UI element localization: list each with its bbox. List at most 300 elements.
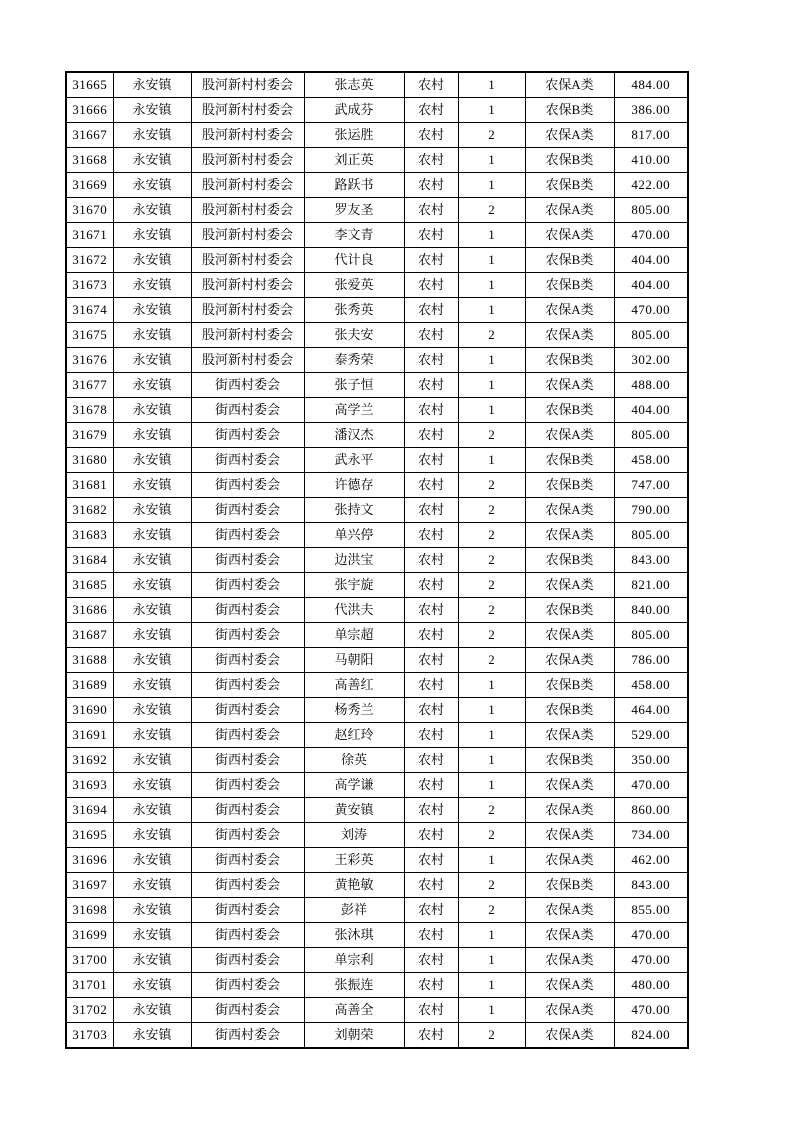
cell-amount: 404.00	[614, 248, 688, 273]
cell-person-name: 张秀英	[304, 298, 404, 323]
cell-person-count: 1	[458, 98, 525, 123]
cell-residence-type: 农村	[404, 423, 458, 448]
cell-person-count: 2	[458, 623, 525, 648]
cell-insurance-category: 农保A类	[525, 898, 614, 923]
cell-person-count: 1	[458, 298, 525, 323]
cell-amount: 470.00	[614, 948, 688, 973]
cell-person-count: 1	[458, 348, 525, 373]
cell-insurance-category: 农保B类	[525, 698, 614, 723]
cell-serial-number: 31678	[66, 398, 113, 423]
cell-town: 永安镇	[113, 423, 191, 448]
cell-person-name: 单宗利	[304, 948, 404, 973]
cell-village-committee: 街西村委会	[191, 523, 304, 548]
cell-person-name: 罗友圣	[304, 198, 404, 223]
cell-village-committee: 街西村委会	[191, 448, 304, 473]
cell-insurance-category: 农保B类	[525, 448, 614, 473]
cell-town: 永安镇	[113, 973, 191, 998]
cell-residence-type: 农村	[404, 123, 458, 148]
cell-person-count: 1	[458, 448, 525, 473]
cell-serial-number: 31684	[66, 548, 113, 573]
cell-village-committee: 街西村委会	[191, 873, 304, 898]
table-row	[66, 823, 688, 848]
cell-serial-number: 31694	[66, 798, 113, 823]
cell-serial-number: 31687	[66, 623, 113, 648]
table-row	[66, 72, 688, 98]
table-row	[66, 98, 688, 123]
cell-residence-type: 农村	[404, 698, 458, 723]
cell-person-count: 1	[458, 173, 525, 198]
cell-village-committee: 街西村委会	[191, 798, 304, 823]
cell-town: 永安镇	[113, 198, 191, 223]
table-row	[66, 498, 688, 523]
cell-person-name: 高善红	[304, 673, 404, 698]
cell-person-count: 2	[458, 898, 525, 923]
cell-insurance-category: 农保A类	[525, 948, 614, 973]
cell-amount: 350.00	[614, 748, 688, 773]
cell-person-count: 2	[458, 523, 525, 548]
cell-insurance-category: 农保B类	[525, 98, 614, 123]
cell-amount: 817.00	[614, 123, 688, 148]
cell-town: 永安镇	[113, 448, 191, 473]
cell-serial-number: 31698	[66, 898, 113, 923]
cell-serial-number: 31691	[66, 723, 113, 748]
table-row	[66, 773, 688, 798]
cell-town: 永安镇	[113, 298, 191, 323]
cell-serial-number: 31692	[66, 748, 113, 773]
cell-serial-number: 31668	[66, 148, 113, 173]
cell-insurance-category: 农保A类	[525, 998, 614, 1023]
cell-insurance-category: 农保A类	[525, 72, 614, 98]
cell-residence-type: 农村	[404, 898, 458, 923]
cell-amount: 790.00	[614, 498, 688, 523]
cell-insurance-category: 农保A类	[525, 123, 614, 148]
cell-insurance-category: 农保A类	[525, 848, 614, 873]
cell-person-count: 1	[458, 848, 525, 873]
cell-serial-number: 31682	[66, 498, 113, 523]
cell-person-name: 张运胜	[304, 123, 404, 148]
cell-insurance-category: 农保A类	[525, 798, 614, 823]
cell-insurance-category: 农保A类	[525, 323, 614, 348]
cell-insurance-category: 农保A类	[525, 573, 614, 598]
cell-person-name: 彭祥	[304, 898, 404, 923]
cell-town: 永安镇	[113, 673, 191, 698]
cell-residence-type: 农村	[404, 448, 458, 473]
cell-amount: 484.00	[614, 72, 688, 98]
cell-village-committee: 街西村委会	[191, 498, 304, 523]
cell-residence-type: 农村	[404, 623, 458, 648]
cell-serial-number: 31689	[66, 673, 113, 698]
cell-residence-type: 农村	[404, 548, 458, 573]
cell-person-name: 许德存	[304, 473, 404, 498]
cell-village-committee: 街西村委会	[191, 673, 304, 698]
cell-residence-type: 农村	[404, 72, 458, 98]
table-row	[66, 373, 688, 398]
cell-serial-number: 31674	[66, 298, 113, 323]
cell-insurance-category: 农保B类	[525, 248, 614, 273]
cell-serial-number: 31683	[66, 523, 113, 548]
cell-person-count: 1	[458, 748, 525, 773]
cell-person-count: 1	[458, 998, 525, 1023]
cell-person-name: 马朝阳	[304, 648, 404, 673]
cell-person-name: 徐英	[304, 748, 404, 773]
table-row	[66, 523, 688, 548]
cell-insurance-category: 农保B类	[525, 748, 614, 773]
cell-person-name: 高学兰	[304, 398, 404, 423]
cell-person-count: 2	[458, 198, 525, 223]
cell-person-name: 张沐琪	[304, 923, 404, 948]
cell-residence-type: 农村	[404, 573, 458, 598]
cell-person-name: 潘汉杰	[304, 423, 404, 448]
cell-serial-number: 31693	[66, 773, 113, 798]
cell-person-count: 2	[458, 573, 525, 598]
cell-person-name: 刘朝荣	[304, 1023, 404, 1049]
cell-serial-number: 31680	[66, 448, 113, 473]
cell-amount: 805.00	[614, 323, 688, 348]
cell-serial-number: 31673	[66, 273, 113, 298]
table-row	[66, 198, 688, 223]
cell-person-count: 1	[458, 948, 525, 973]
cell-residence-type: 农村	[404, 798, 458, 823]
cell-town: 永安镇	[113, 798, 191, 823]
cell-person-name: 李文青	[304, 223, 404, 248]
table-row	[66, 848, 688, 873]
cell-person-count: 2	[458, 1023, 525, 1049]
cell-insurance-category: 农保A类	[525, 523, 614, 548]
cell-amount: 470.00	[614, 223, 688, 248]
cell-residence-type: 农村	[404, 523, 458, 548]
cell-town: 永安镇	[113, 98, 191, 123]
cell-residence-type: 农村	[404, 173, 458, 198]
cell-person-name: 张子恒	[304, 373, 404, 398]
cell-residence-type: 农村	[404, 723, 458, 748]
cell-town: 永安镇	[113, 598, 191, 623]
cell-amount: 786.00	[614, 648, 688, 673]
table-row	[66, 923, 688, 948]
table-row	[66, 973, 688, 998]
cell-serial-number: 31703	[66, 1023, 113, 1049]
cell-residence-type: 农村	[404, 923, 458, 948]
cell-town: 永安镇	[113, 348, 191, 373]
cell-person-count: 2	[458, 823, 525, 848]
cell-person-name: 单宗超	[304, 623, 404, 648]
cell-serial-number: 31671	[66, 223, 113, 248]
cell-residence-type: 农村	[404, 673, 458, 698]
cell-person-count: 2	[458, 648, 525, 673]
cell-insurance-category: 农保A类	[525, 1023, 614, 1049]
cell-person-count: 1	[458, 398, 525, 423]
cell-person-name: 张宇旋	[304, 573, 404, 598]
cell-insurance-category: 农保B类	[525, 873, 614, 898]
cell-amount: 458.00	[614, 448, 688, 473]
cell-person-name: 刘涛	[304, 823, 404, 848]
cell-village-committee: 股河新村村委会	[191, 123, 304, 148]
cell-person-name: 边洪宝	[304, 548, 404, 573]
cell-insurance-category: 农保B类	[525, 173, 614, 198]
cell-village-committee: 股河新村村委会	[191, 323, 304, 348]
cell-person-name: 黄艳敏	[304, 873, 404, 898]
cell-insurance-category: 农保A类	[525, 498, 614, 523]
cell-village-committee: 股河新村村委会	[191, 173, 304, 198]
cell-serial-number: 31702	[66, 998, 113, 1023]
cell-village-committee: 街西村委会	[191, 573, 304, 598]
cell-town: 永安镇	[113, 698, 191, 723]
table-row	[66, 448, 688, 473]
cell-town: 永安镇	[113, 573, 191, 598]
cell-amount: 805.00	[614, 623, 688, 648]
cell-town: 永安镇	[113, 873, 191, 898]
table-row	[66, 423, 688, 448]
cell-person-count: 2	[458, 473, 525, 498]
cell-amount: 480.00	[614, 973, 688, 998]
cell-person-name: 代计良	[304, 248, 404, 273]
table-row	[66, 798, 688, 823]
cell-amount: 404.00	[614, 273, 688, 298]
cell-residence-type: 农村	[404, 648, 458, 673]
table-row	[66, 748, 688, 773]
cell-insurance-category: 农保B类	[525, 348, 614, 373]
cell-person-name: 王彩英	[304, 848, 404, 873]
cell-person-count: 1	[458, 698, 525, 723]
cell-amount: 464.00	[614, 698, 688, 723]
cell-residence-type: 农村	[404, 273, 458, 298]
cell-serial-number: 31665	[66, 72, 113, 98]
table-row	[66, 998, 688, 1023]
cell-insurance-category: 农保B类	[525, 598, 614, 623]
cell-residence-type: 农村	[404, 348, 458, 373]
cell-amount: 422.00	[614, 173, 688, 198]
cell-town: 永安镇	[113, 898, 191, 923]
cell-person-name: 张振连	[304, 973, 404, 998]
cell-person-count: 2	[458, 323, 525, 348]
cell-person-count: 2	[458, 548, 525, 573]
cell-insurance-category: 农保A类	[525, 648, 614, 673]
cell-serial-number: 31670	[66, 198, 113, 223]
cell-serial-number: 31672	[66, 248, 113, 273]
cell-residence-type: 农村	[404, 223, 458, 248]
cell-person-count: 1	[458, 248, 525, 273]
cell-town: 永安镇	[113, 473, 191, 498]
cell-person-count: 2	[458, 798, 525, 823]
cell-town: 永安镇	[113, 223, 191, 248]
cell-person-count: 1	[458, 373, 525, 398]
table-row	[66, 723, 688, 748]
cell-person-name: 武成芬	[304, 98, 404, 123]
cell-person-count: 1	[458, 773, 525, 798]
table-row	[66, 948, 688, 973]
cell-town: 永安镇	[113, 373, 191, 398]
table-row	[66, 148, 688, 173]
cell-village-committee: 街西村委会	[191, 998, 304, 1023]
cell-serial-number: 31669	[66, 173, 113, 198]
cell-serial-number: 31679	[66, 423, 113, 448]
cell-village-committee: 街西村委会	[191, 823, 304, 848]
cell-town: 永安镇	[113, 748, 191, 773]
cell-insurance-category: 农保A类	[525, 773, 614, 798]
cell-person-name: 单兴停	[304, 523, 404, 548]
table-row	[66, 173, 688, 198]
cell-amount: 860.00	[614, 798, 688, 823]
cell-serial-number: 31675	[66, 323, 113, 348]
table-row	[66, 873, 688, 898]
cell-residence-type: 农村	[404, 598, 458, 623]
cell-person-name: 代洪夫	[304, 598, 404, 623]
cell-village-committee: 街西村委会	[191, 773, 304, 798]
cell-residence-type: 农村	[404, 748, 458, 773]
cell-residence-type: 农村	[404, 323, 458, 348]
cell-amount: 470.00	[614, 773, 688, 798]
cell-person-name: 杨秀兰	[304, 698, 404, 723]
cell-town: 永安镇	[113, 948, 191, 973]
cell-amount: 821.00	[614, 573, 688, 598]
cell-residence-type: 农村	[404, 773, 458, 798]
cell-residence-type: 农村	[404, 298, 458, 323]
cell-insurance-category: 农保A类	[525, 723, 614, 748]
cell-village-committee: 街西村委会	[191, 648, 304, 673]
cell-town: 永安镇	[113, 823, 191, 848]
cell-town: 永安镇	[113, 773, 191, 798]
cell-insurance-category: 农保B类	[525, 273, 614, 298]
cell-person-name: 张持文	[304, 498, 404, 523]
cell-amount: 843.00	[614, 873, 688, 898]
cell-town: 永安镇	[113, 523, 191, 548]
cell-village-committee: 街西村委会	[191, 848, 304, 873]
table-row	[66, 298, 688, 323]
cell-amount: 470.00	[614, 923, 688, 948]
table-row	[66, 598, 688, 623]
cell-village-committee: 股河新村村委会	[191, 198, 304, 223]
cell-insurance-category: 农保A类	[525, 198, 614, 223]
cell-town: 永安镇	[113, 498, 191, 523]
cell-village-committee: 股河新村村委会	[191, 298, 304, 323]
table-row	[66, 573, 688, 598]
cell-residence-type: 农村	[404, 973, 458, 998]
cell-residence-type: 农村	[404, 998, 458, 1023]
table-row	[66, 273, 688, 298]
cell-person-count: 1	[458, 148, 525, 173]
cell-town: 永安镇	[113, 248, 191, 273]
cell-town: 永安镇	[113, 72, 191, 98]
cell-town: 永安镇	[113, 273, 191, 298]
cell-village-committee: 街西村委会	[191, 373, 304, 398]
cell-serial-number: 31696	[66, 848, 113, 873]
cell-town: 永安镇	[113, 323, 191, 348]
cell-town: 永安镇	[113, 123, 191, 148]
cell-person-name: 赵红玲	[304, 723, 404, 748]
cell-amount: 805.00	[614, 198, 688, 223]
cell-amount: 470.00	[614, 298, 688, 323]
cell-person-name: 张夫安	[304, 323, 404, 348]
cell-village-committee: 街西村委会	[191, 1023, 304, 1049]
cell-person-name: 高学谦	[304, 773, 404, 798]
cell-serial-number: 31666	[66, 98, 113, 123]
cell-person-name: 张志英	[304, 72, 404, 98]
cell-insurance-category: 农保A类	[525, 923, 614, 948]
cell-insurance-category: 农保A类	[525, 298, 614, 323]
cell-town: 永安镇	[113, 173, 191, 198]
table-row	[66, 548, 688, 573]
cell-person-name: 黄安镇	[304, 798, 404, 823]
cell-serial-number: 31701	[66, 973, 113, 998]
cell-amount: 462.00	[614, 848, 688, 873]
cell-amount: 410.00	[614, 148, 688, 173]
cell-town: 永安镇	[113, 648, 191, 673]
cell-residence-type: 农村	[404, 473, 458, 498]
cell-amount: 302.00	[614, 348, 688, 373]
cell-amount: 843.00	[614, 548, 688, 573]
cell-serial-number: 31685	[66, 573, 113, 598]
cell-village-committee: 股河新村村委会	[191, 148, 304, 173]
cell-person-count: 1	[458, 973, 525, 998]
cell-residence-type: 农村	[404, 248, 458, 273]
cell-amount: 488.00	[614, 373, 688, 398]
table-row	[66, 898, 688, 923]
cell-residence-type: 农村	[404, 98, 458, 123]
table-row	[66, 673, 688, 698]
cell-person-name: 高善全	[304, 998, 404, 1023]
cell-amount: 404.00	[614, 398, 688, 423]
cell-person-name: 张爱英	[304, 273, 404, 298]
cell-residence-type: 农村	[404, 948, 458, 973]
table-row	[66, 1023, 688, 1049]
table-row	[66, 323, 688, 348]
cell-person-name: 路跃书	[304, 173, 404, 198]
cell-village-committee: 股河新村村委会	[191, 348, 304, 373]
cell-serial-number: 31697	[66, 873, 113, 898]
cell-person-count: 2	[458, 498, 525, 523]
cell-person-count: 1	[458, 723, 525, 748]
cell-serial-number: 31688	[66, 648, 113, 673]
table-row	[66, 123, 688, 148]
cell-amount: 470.00	[614, 998, 688, 1023]
table-row	[66, 623, 688, 648]
cell-residence-type: 农村	[404, 1023, 458, 1049]
cell-amount: 805.00	[614, 523, 688, 548]
cell-village-committee: 股河新村村委会	[191, 72, 304, 98]
cell-person-name: 武永平	[304, 448, 404, 473]
table-row	[66, 398, 688, 423]
cell-insurance-category: 农保A类	[525, 423, 614, 448]
cell-amount: 529.00	[614, 723, 688, 748]
cell-insurance-category: 农保A类	[525, 973, 614, 998]
cell-amount: 458.00	[614, 673, 688, 698]
cell-insurance-category: 农保A类	[525, 223, 614, 248]
cell-town: 永安镇	[113, 548, 191, 573]
cell-insurance-category: 农保B类	[525, 148, 614, 173]
cell-serial-number: 31676	[66, 348, 113, 373]
cell-town: 永安镇	[113, 398, 191, 423]
cell-town: 永安镇	[113, 148, 191, 173]
cell-residence-type: 农村	[404, 198, 458, 223]
cell-village-committee: 街西村委会	[191, 923, 304, 948]
cell-amount: 747.00	[614, 473, 688, 498]
cell-person-count: 1	[458, 923, 525, 948]
cell-serial-number: 31667	[66, 123, 113, 148]
cell-residence-type: 农村	[404, 398, 458, 423]
cell-village-committee: 街西村委会	[191, 598, 304, 623]
cell-insurance-category: 农保A类	[525, 623, 614, 648]
cell-residence-type: 农村	[404, 848, 458, 873]
cell-serial-number: 31699	[66, 923, 113, 948]
cell-town: 永安镇	[113, 998, 191, 1023]
cell-amount: 805.00	[614, 423, 688, 448]
cell-person-count: 2	[458, 873, 525, 898]
cell-serial-number: 31695	[66, 823, 113, 848]
cell-person-count: 2	[458, 598, 525, 623]
cell-insurance-category: 农保B类	[525, 548, 614, 573]
table-row	[66, 348, 688, 373]
cell-town: 永安镇	[113, 923, 191, 948]
cell-village-committee: 股河新村村委会	[191, 223, 304, 248]
